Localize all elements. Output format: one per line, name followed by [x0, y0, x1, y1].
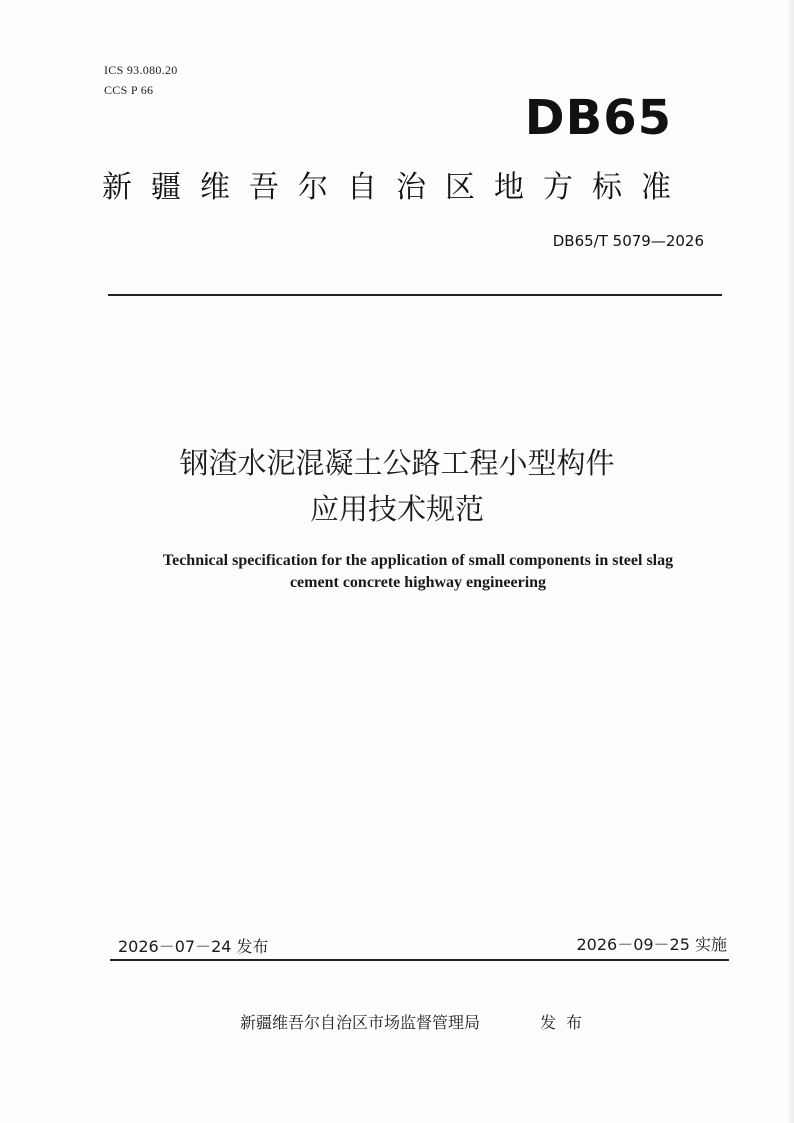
english-title-line-1: Technical specification for the application of small components in steel slag — [162, 552, 674, 569]
chinese-title-line-1: 钢渣水泥混凝土公路工程小型构件 — [179, 446, 615, 480]
english-title — [0, 550, 794, 594]
issue-date: 2026－07－24 发布 — [118, 937, 269, 956]
chinese-title — [0, 440, 794, 532]
ics-code: ICS 93.080.20 — [104, 63, 178, 77]
classification-codes — [104, 60, 178, 100]
standard-number: DB65/T 5079—2026 — [552, 232, 704, 250]
implementation-date: 2026－09－25 实施 — [576, 935, 727, 954]
standard-classification: 新疆维吾尔自治区地方标准 — [102, 170, 690, 205]
issuing-authority: 新疆维吾尔自治区市场监督管理局 — [240, 1013, 481, 1032]
issue-label: 发布 — [540, 1013, 593, 1032]
english-title-line-2: cement concrete highway engineering — [289, 574, 547, 591]
db65-logo: DB65 — [524, 90, 672, 146]
ccs-code: CCS P 66 — [104, 83, 154, 97]
chinese-title-line-2: 应用技术规范 — [309, 492, 484, 526]
bottom-divider — [110, 959, 729, 961]
top-divider — [108, 294, 722, 296]
